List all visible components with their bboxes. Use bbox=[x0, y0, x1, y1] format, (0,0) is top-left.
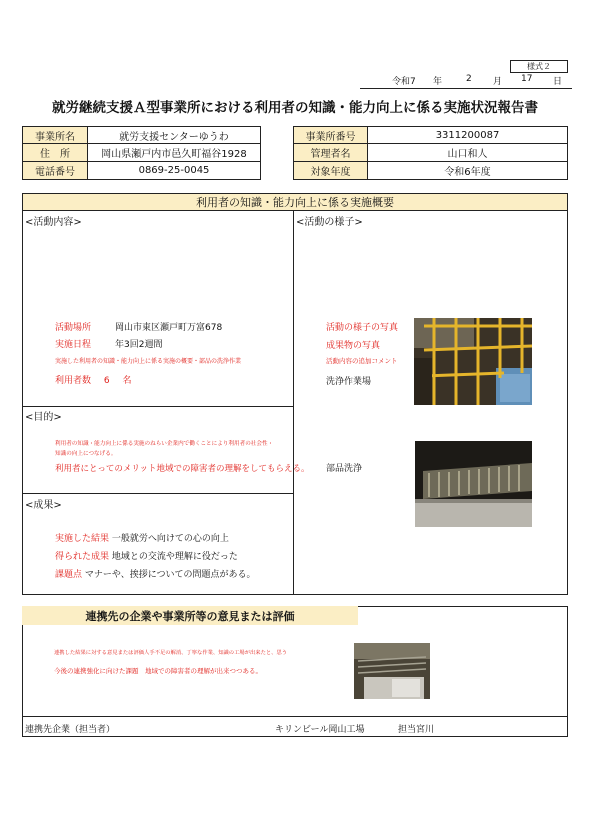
users-count: 6 bbox=[103, 376, 110, 386]
result-2-label: 得られた成果 bbox=[55, 552, 110, 562]
year: 令和6年度 bbox=[367, 161, 568, 180]
office-no: 3311200087 bbox=[367, 126, 568, 144]
form-number: 様式２ bbox=[527, 62, 551, 71]
place: 岡山市東区瀬戸町万富678 bbox=[115, 323, 223, 333]
purpose-note-1: 利用者の知識・能力向上に係る実施のねらい企業内で働くことにより利用者の社会性・ bbox=[55, 441, 274, 447]
activity-scene-label: <活動の様子> bbox=[296, 217, 363, 228]
photo-label: 活動の様子の写真 bbox=[326, 323, 399, 333]
result-label: <成果> bbox=[25, 500, 62, 511]
date-month-unit: 月 bbox=[493, 77, 503, 87]
partner-photo bbox=[354, 643, 430, 699]
year-label: 対象年度 bbox=[293, 161, 368, 180]
photo2-caption: 部品洗浄 bbox=[326, 464, 363, 474]
users-label: 利用者数 bbox=[55, 376, 92, 386]
date-underline bbox=[360, 88, 572, 89]
result-2: 地域との交流や理解に役だった bbox=[111, 552, 238, 562]
manager: 山口和人 bbox=[367, 143, 568, 162]
schedule: 年3回2週間 bbox=[115, 340, 163, 350]
date-year-unit: 年 bbox=[433, 77, 443, 87]
office-no-label: 事業所番号 bbox=[293, 126, 368, 144]
overview-header: 利用者の知識・能力向上に係る実施概要 bbox=[22, 193, 568, 211]
form-number-box bbox=[510, 60, 568, 73]
product-label: 成果物の写真 bbox=[326, 341, 381, 351]
purpose-label: <目的> bbox=[25, 412, 62, 423]
summary-note: 実施した利用者の知識・能力向上に係る実施の概要・部品の洗浄作業 bbox=[55, 358, 242, 365]
result-1-label: 実施した結果 bbox=[55, 534, 110, 544]
phone: 0869-25-0045 bbox=[87, 161, 261, 180]
date-day-unit: 日 bbox=[553, 77, 563, 87]
photo1-caption: 洗浄作業場 bbox=[326, 377, 372, 387]
date-era: 令和7 bbox=[392, 77, 416, 87]
partner-label: 連携先企業（担当者） bbox=[25, 725, 116, 735]
evaluation-header: 連携先の企業や事業所等の意見または評価 bbox=[22, 606, 358, 625]
partner: キリンビール岡山工場 bbox=[275, 725, 365, 735]
purpose-note-2: 知識の向上につなげる。 bbox=[55, 451, 117, 457]
address: 岡山県瀬戸内市邑久町福谷1928 bbox=[87, 143, 261, 162]
washing-workplace-photo bbox=[414, 318, 532, 405]
users-unit: 名 bbox=[122, 376, 132, 386]
activity-content-label: <活動内容> bbox=[25, 217, 82, 228]
page-title: 就労継続支援Ａ型事業所における利用者の知識・能力向上に係る実施状況報告書 bbox=[52, 100, 538, 116]
result-row-1 bbox=[55, 531, 229, 544]
result-1: 一般就労へ向けての心の向上 bbox=[111, 534, 229, 544]
date-row bbox=[0, 74, 590, 88]
overview-divider bbox=[293, 211, 294, 595]
manager-label: 管理者名 bbox=[293, 143, 368, 162]
result-3-label: 課題点 bbox=[55, 570, 83, 580]
evaluation-note-1: 連携した結果に対する意見または評価人手不足の解消、丁寧な作業、知識の工場が出来たと、思う bbox=[54, 650, 288, 656]
result-3: マナーや、挨拶についての問題点がある。 bbox=[84, 570, 256, 580]
date-day: 17 bbox=[521, 74, 533, 84]
evaluation-divider bbox=[22, 716, 568, 717]
date-month: 2 bbox=[466, 74, 472, 84]
result-divider bbox=[22, 493, 294, 494]
purpose-main: 利用者にとってのメリット地域での障害者の理解をしてもらえる。 bbox=[55, 464, 310, 474]
place-label: 活動場所 bbox=[55, 323, 92, 333]
phone-label: 電話番号 bbox=[22, 161, 88, 180]
parts-washing-photo bbox=[415, 441, 532, 527]
person: 担当宮川 bbox=[398, 725, 435, 735]
purpose-divider bbox=[22, 406, 294, 407]
users-row bbox=[55, 373, 132, 386]
evaluation-note-2: 今後の連携強化に向けた課題 地域での障害者の理解が出来つつある。 bbox=[54, 667, 262, 675]
address-label: 住 所 bbox=[22, 143, 88, 162]
result-row-3 bbox=[55, 567, 256, 580]
office-name: 就労支援センターゆうわ bbox=[87, 126, 261, 144]
result-row-2 bbox=[55, 549, 238, 562]
office-name-label: 事業所名 bbox=[22, 126, 88, 144]
schedule-label: 実施日程 bbox=[55, 340, 92, 350]
comment-label: 活動内容の追加コメント bbox=[326, 357, 398, 365]
